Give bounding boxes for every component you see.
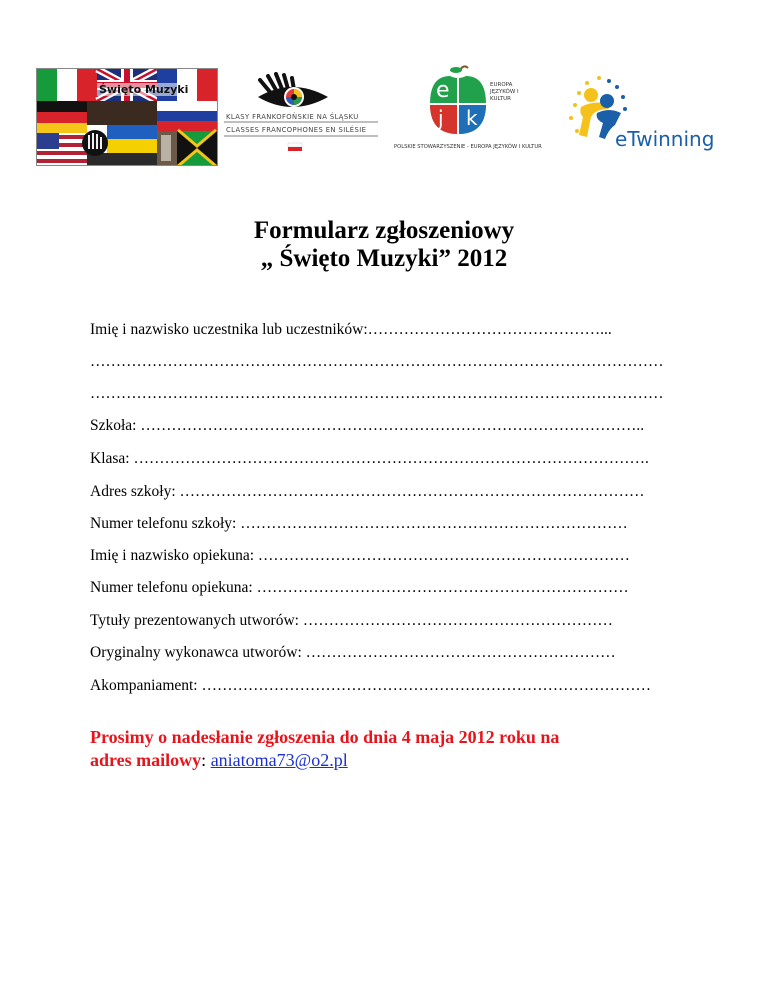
flags-collage-logo (36, 68, 218, 166)
flags-collage-text: Święto Muzyki (99, 83, 189, 96)
field-guardian-phone: Numer telefonu opiekuna: ……………………………………………………………… (90, 579, 629, 596)
field-school: Szkoła: …………………………………………………………………………………….. (90, 417, 645, 434)
eijk-letter-k: k (466, 106, 478, 130)
field-participant-name-line3: ………………………………………………………………………………………………… (90, 385, 664, 402)
notice-colon: : (201, 750, 211, 770)
eijk-letter-j: j (438, 106, 444, 130)
field-school-phone: Numer telefonu szkoły: ………………………………………………………………… (90, 515, 628, 532)
eijk-side-text: EUROPA JĘZYKÓW I KULTUR (490, 82, 519, 102)
field-guardian-name: Imię i nazwisko opiekuna: ……………………………………………………………… (90, 547, 630, 564)
etwinning-text: eTwinning (615, 127, 715, 151)
apple-icon (390, 62, 570, 157)
notice-line2 (90, 749, 348, 771)
eijk-letter-e: e (436, 78, 450, 103)
field-accompaniment: Akompaniament: …………………………………………………………………………… (90, 677, 651, 694)
etwinning-logo (565, 73, 735, 163)
klasy-frankofonskie-logo (218, 72, 383, 154)
form-subtitle: „ Święto Muzyki” 2012 (260, 245, 508, 272)
notice-email-prefix: adres mailowy (90, 750, 202, 770)
europa-jezykow-logo (390, 62, 570, 157)
field-school-address: Adres szkoły: ……………………………………………………………………………… (90, 483, 645, 500)
field-song-titles: Tytuły prezentowanych utworów: …………………………………………………… (90, 612, 613, 629)
field-participant-name-line2: ………………………………………………………………………………………………… (90, 353, 664, 370)
field-participant-name: Imię i nazwisko uczestnika lub uczestników:………………………………………... (90, 321, 612, 338)
klasy-line2: CLASSES FRANCOPHONES EN SILÉSIE (226, 126, 367, 134)
field-class: Klasa: ………………………………………………………………………………………. (90, 450, 649, 467)
field-original-performer: Oryginalny wykonawca utworów: …………………………………………………… (90, 644, 616, 661)
notice-line1: Prosimy o nadesłanie zgłoszenia do dnia 4 maja 2012 roku na (90, 727, 560, 747)
email-link[interactable]: aniatoma73@o2.pl (210, 750, 348, 770)
klasy-line1: KLASY FRANKOFOŃSKIE NA ŚLĄSKU (226, 113, 359, 121)
eijk-caption: POLSKIE STOWARZYSZENIE - EUROPA JĘZYKÓW I KULTUR (394, 144, 542, 150)
form-title: Formularz zgłoszeniowy (253, 217, 515, 244)
